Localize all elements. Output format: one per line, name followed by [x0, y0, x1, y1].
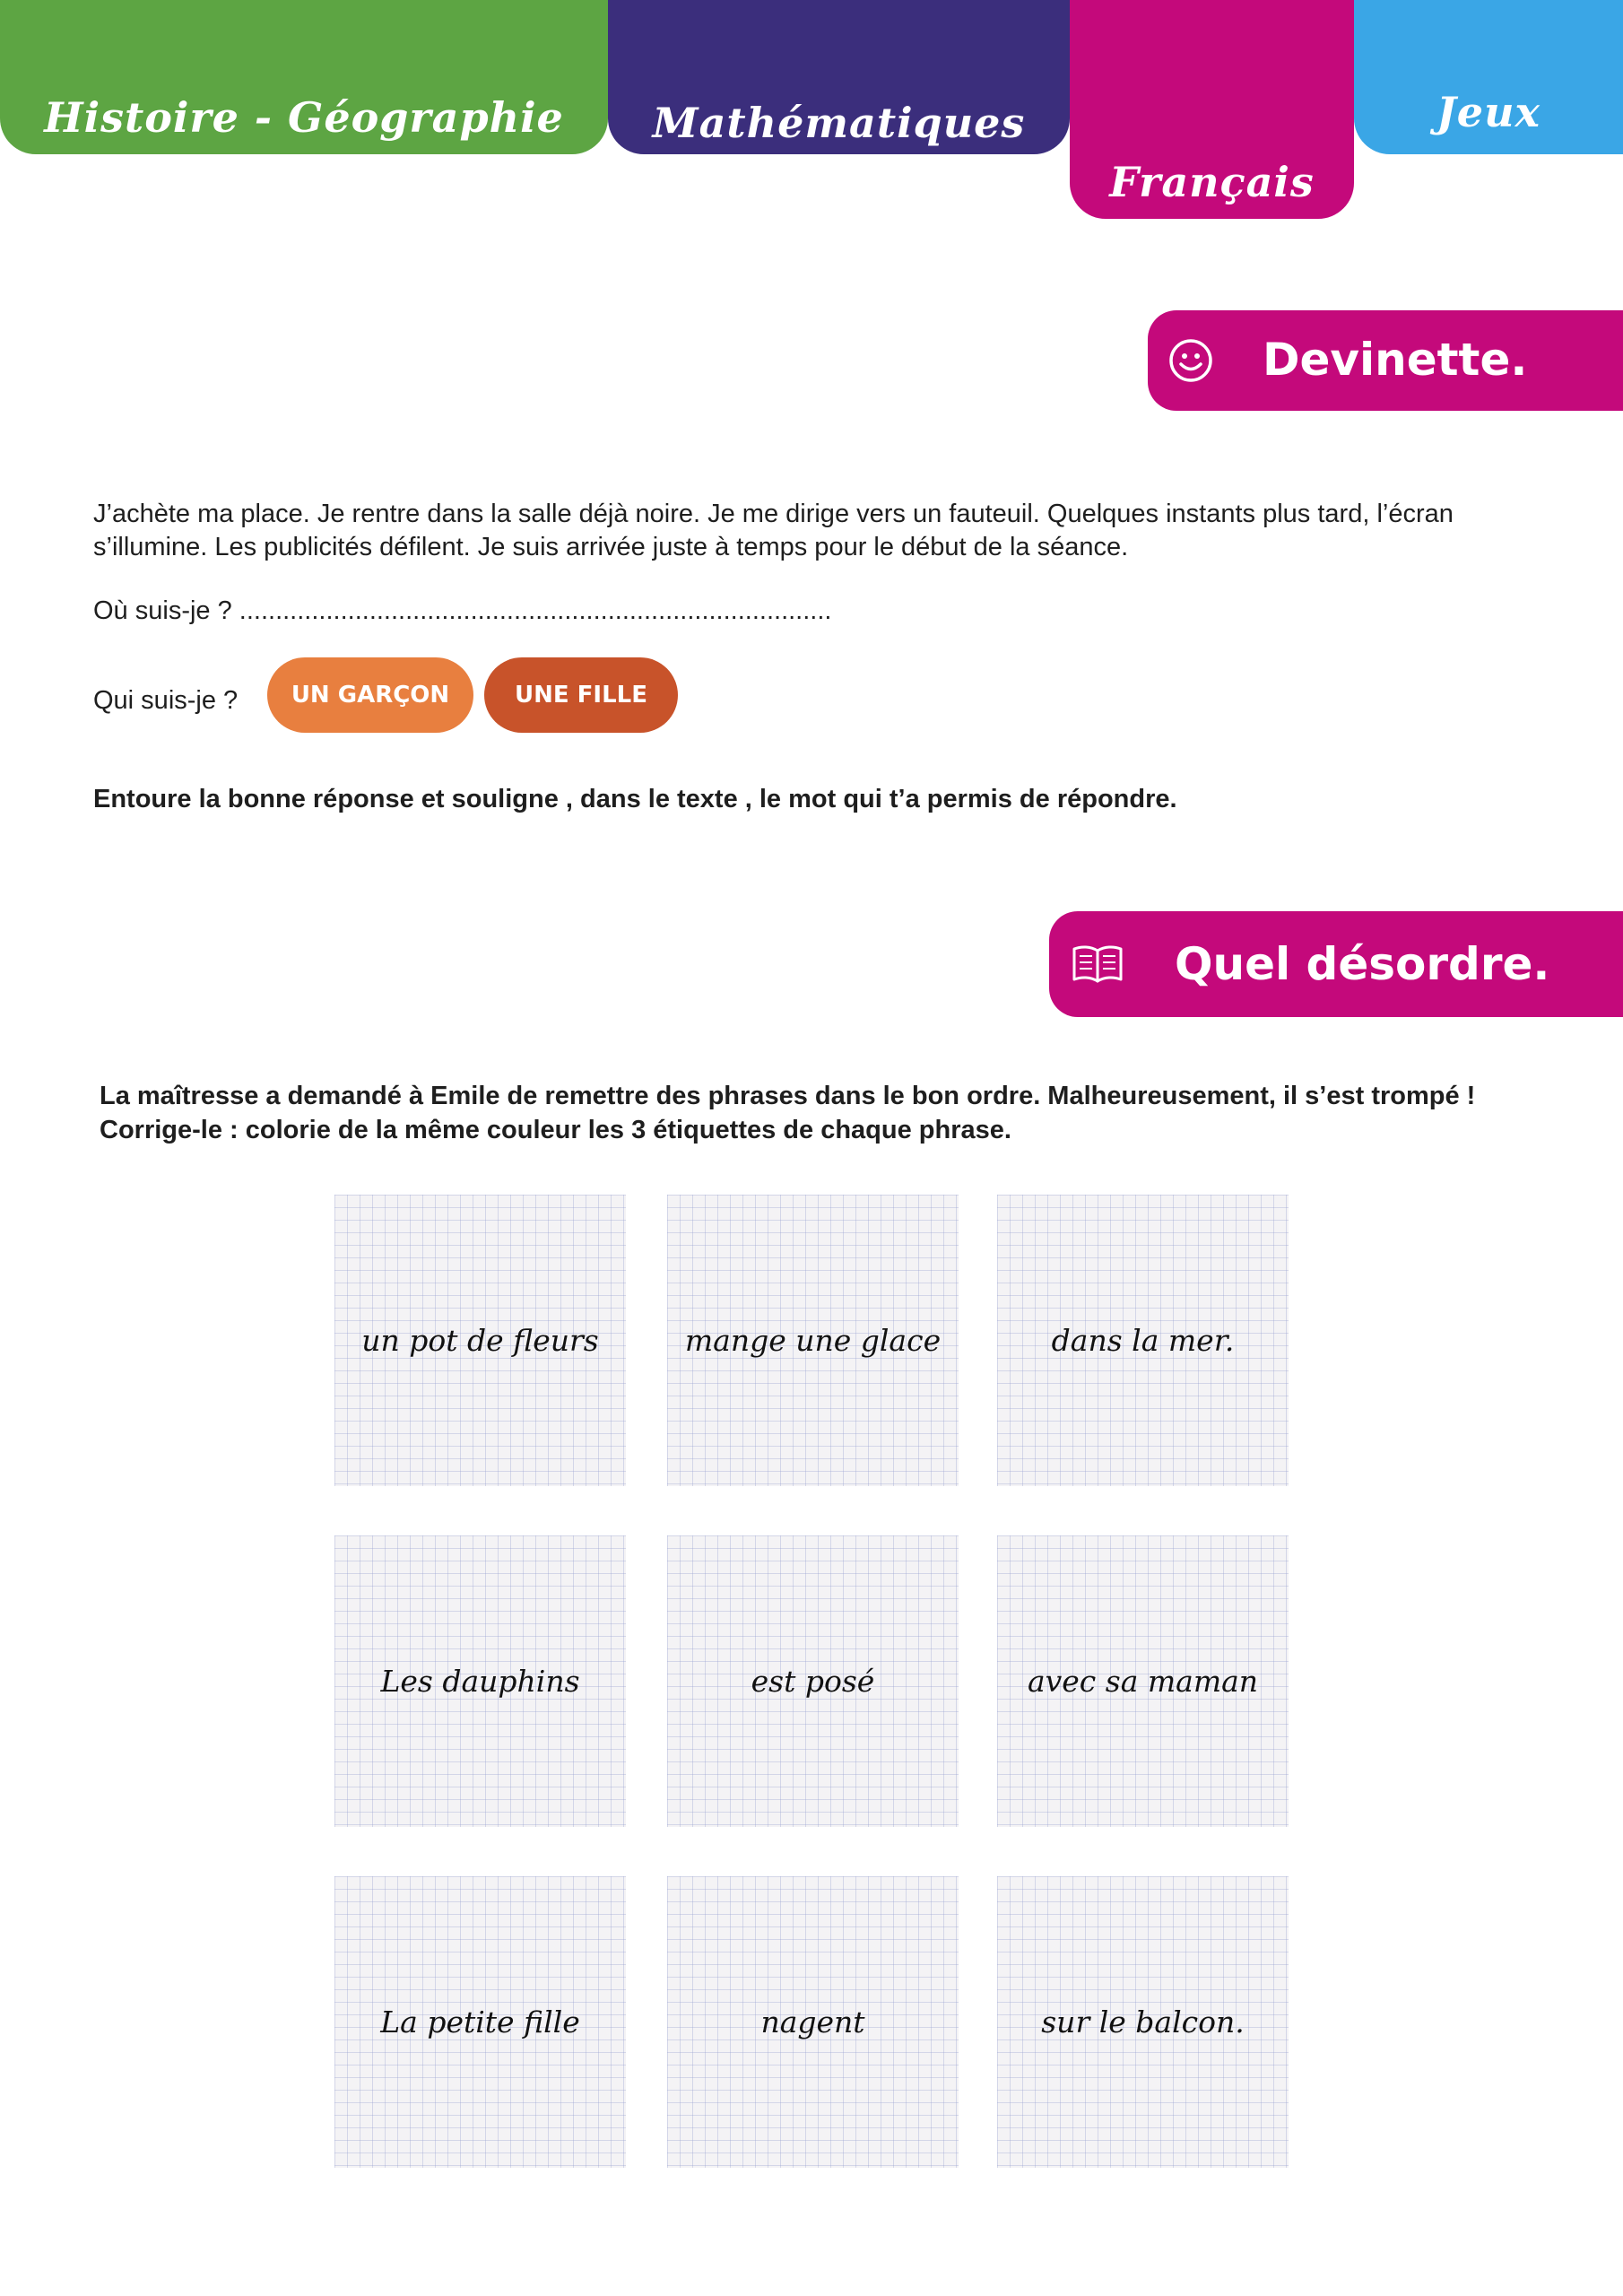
tab-jeux[interactable]	[1354, 0, 1623, 154]
question-who: Qui suis-je ?	[93, 686, 239, 715]
tab-label: Français	[1109, 158, 1315, 206]
tab-label: Histoire - Géographie	[44, 93, 564, 142]
card-text: avec sa maman	[1027, 1663, 1259, 1699]
label-card[interactable]	[334, 1195, 626, 1486]
label-card[interactable]	[667, 1195, 959, 1486]
section-banner-desordre	[1049, 911, 1623, 1017]
smiley-icon	[1167, 337, 1214, 384]
tab-label: Jeux	[1436, 88, 1541, 136]
label-card[interactable]	[667, 1876, 959, 2168]
label-card[interactable]	[334, 1876, 626, 2168]
devinette-instruction: Entoure la bonne réponse et souligne , dans le texte , le mot qui t’a permis de répondre.	[93, 785, 1177, 813]
label-card[interactable]	[997, 1876, 1289, 2168]
question-where: Où suis-je ? ..................................................................................	[93, 596, 832, 625]
section-title: Quel désordre.	[1175, 938, 1550, 990]
section-banner-devinette	[1148, 310, 1623, 411]
card-text: Les dauphins	[380, 1663, 580, 1699]
label-card[interactable]	[334, 1535, 626, 1827]
card-text: est posé	[751, 1663, 875, 1699]
card-text: La petite fille	[380, 2004, 580, 2039]
choice-fille-button[interactable]: UNE FILLE	[484, 657, 678, 733]
card-text: nagent	[760, 2004, 865, 2039]
choice-garcon-button[interactable]: UN GARÇON	[267, 657, 473, 733]
tab-label: Mathématiques	[652, 99, 1026, 147]
tab-mathematiques[interactable]	[608, 0, 1070, 154]
card-text: dans la mer.	[1051, 1322, 1235, 1358]
card-text: mange une glace	[684, 1322, 942, 1358]
tab-francais[interactable]	[1070, 0, 1354, 219]
card-text: sur le balcon.	[1041, 2004, 1245, 2039]
label-card[interactable]	[997, 1195, 1289, 1486]
label-card[interactable]	[667, 1535, 959, 1827]
section-title: Devinette.	[1263, 334, 1528, 386]
tab-histoire-geographie[interactable]	[0, 0, 608, 154]
book-icon	[1071, 944, 1124, 985]
card-text: un pot de fleurs	[361, 1322, 599, 1358]
riddle-text: J’achète ma place. Je rentre dans la salle déjà noire. Je me dirige vers un fauteuil. Quelques instants plus tard, l’écran s’illumine. Les publicités défilent. Je suis arrivée juste à temps pour le début de la séance.	[93, 500, 1454, 561]
desordre-instruction: La maîtresse a demandé à Emile de remettre des phrases dans le bon ordre. Malheureusement, il s’est trompé ! Corrige-le : colorie de la même couleur les 3 étiquettes de chaque phrase.	[100, 1082, 1476, 1144]
label-card[interactable]	[997, 1535, 1289, 1827]
